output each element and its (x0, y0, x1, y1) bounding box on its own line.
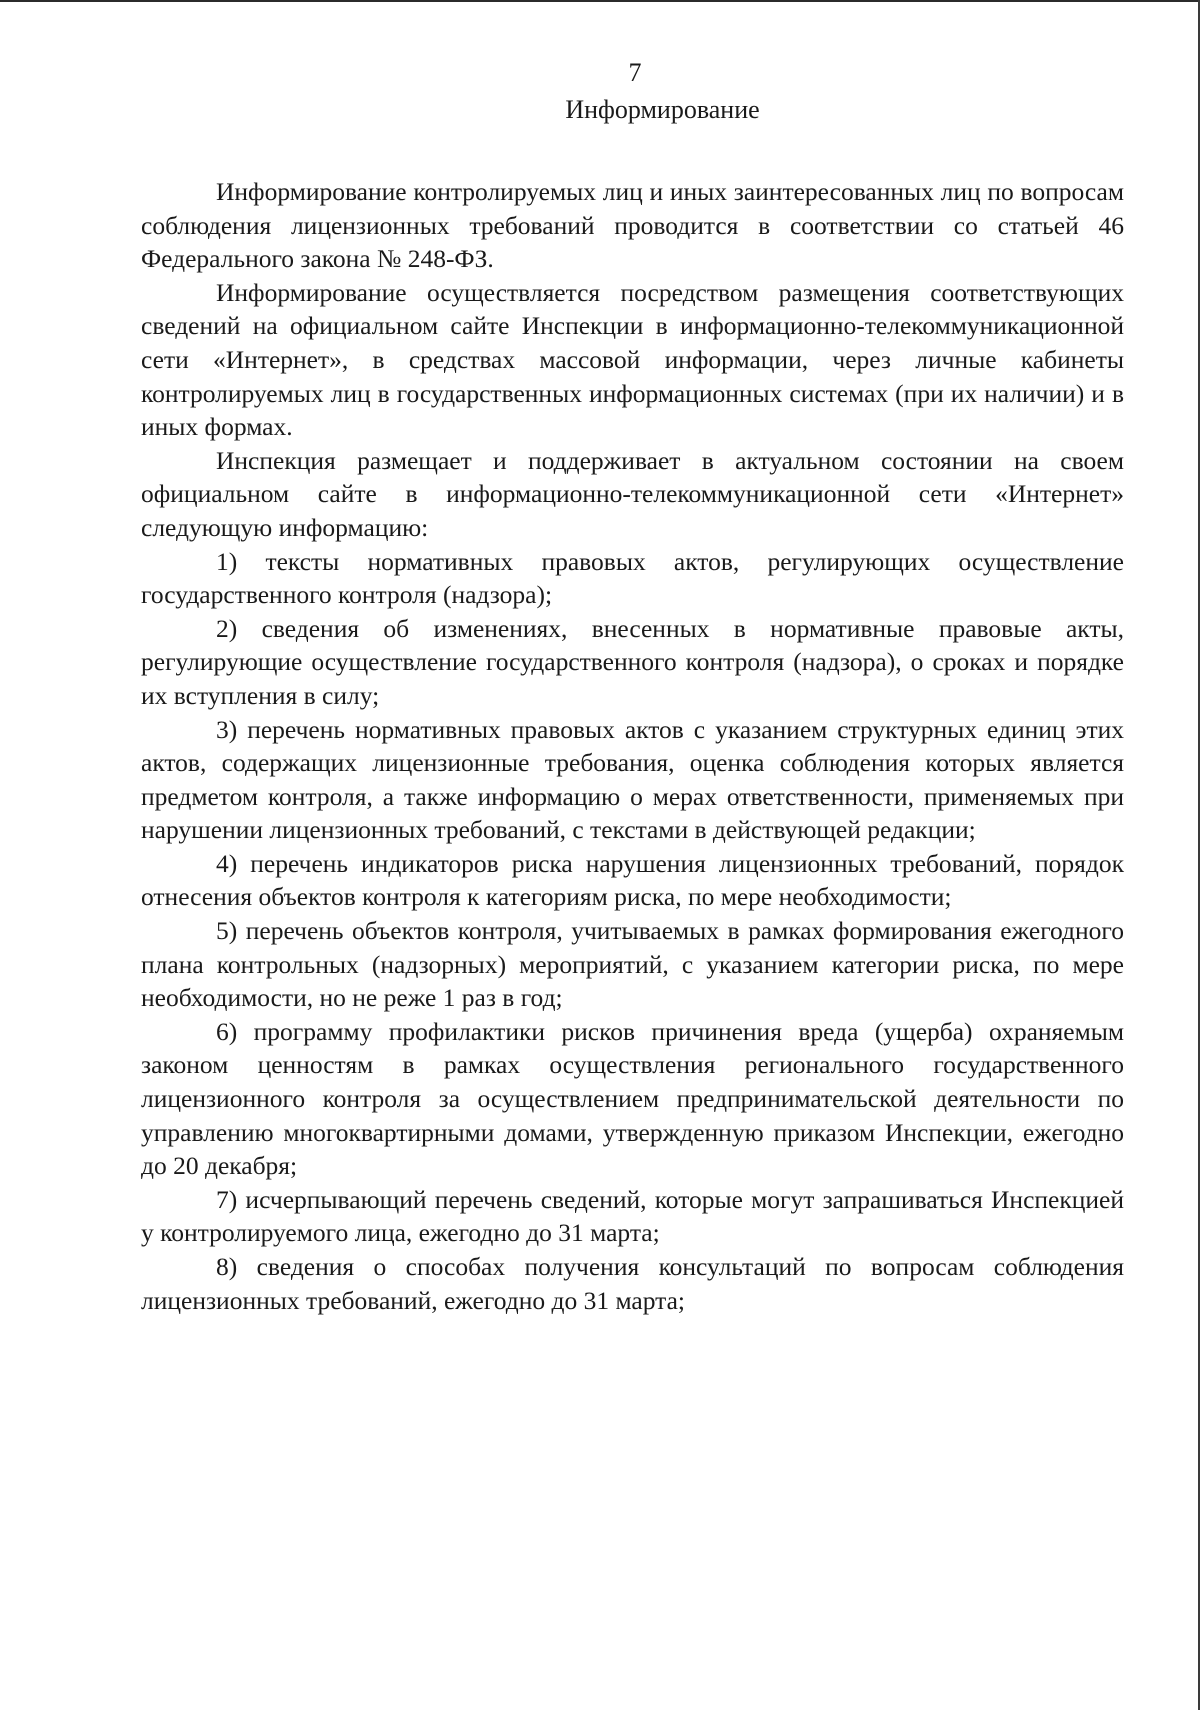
page-number: 7 (628, 58, 642, 87)
paragraph: Инспекция размещает и поддерживает в актуальном состоянии на своем официальном сайте в информационно-телекоммуникационной сети «Интернет» следующую информацию: (141, 445, 1124, 542)
page-edge-top (0, 0, 1200, 2)
list-item: 2) сведения об изменениях, внесенных в нормативные правовые акты, регулирующие осуществление государственного контроля (надзора), о сроках и порядке их вступления в силу; (141, 613, 1124, 710)
paragraph: Информирование осуществляется посредством размещения соответствующих сведений на официальном сайте Инспекции в информационно-телекоммуникационной сети «Интернет», в средствах массовой информации, через личные кабинеты контролируемых лиц в государственных информационных системах (при их наличии) и в иных формах. (141, 277, 1124, 442)
list-item: 5) перечень объектов контроля, учитываемых в рамках формирования ежегодного плана контрольных (надзорных) мероприятий, с указанием категории риска, по мере необходимости, но не реже 1 раз в год; (141, 916, 1124, 1013)
document-body (141, 175, 1124, 1317)
list-item: 6) программу профилактики рисков причинения вреда (ущерба) охраняемым законом ценностям в рамках осуществления регионального государственного лицензионного контроля за осуществлением предпринимательской деятельности по управлению многоквартирными домами, утвержденную приказом Инспекции, ежегодно до 20 декабря; (141, 1016, 1124, 1181)
paragraph: Информирование контролируемых лиц и иных заинтересованных лиц по вопросам соблюдения лицензионных требований проводится в соответствии со статьей 46 Федерального закона № 248-ФЗ. (141, 177, 1124, 274)
list-item: 8) сведения о способах получения консультаций по вопросам соблюдения лицензионных требований, ежегодно до 31 марта; (141, 1252, 1124, 1315)
section-title: Информирование (565, 95, 760, 124)
list-item: 4) перечень индикаторов риска нарушения лицензионных требований, порядок отнесения объектов контроля к категориям риска, по мере необходимости; (141, 848, 1124, 912)
list-item: 1) тексты нормативных правовых актов, регулирующих осуществление государственного контроля (надзора); (141, 546, 1124, 610)
list-item: 7) исчерпывающий перечень сведений, которые могут запрашиваться Инспекцией у контролируемого лица, ежегодно до 31 марта; (141, 1184, 1124, 1248)
list-item: 3) перечень нормативных правовых актов с указанием структурных единиц этих актов, содержащих лицензионные требования, оценка соблюдения которых является предметом контроля, а также информацию о мерах ответственности, применяемых при нарушении лицензионных требований, с текстами в действующей редакции; (141, 714, 1124, 845)
